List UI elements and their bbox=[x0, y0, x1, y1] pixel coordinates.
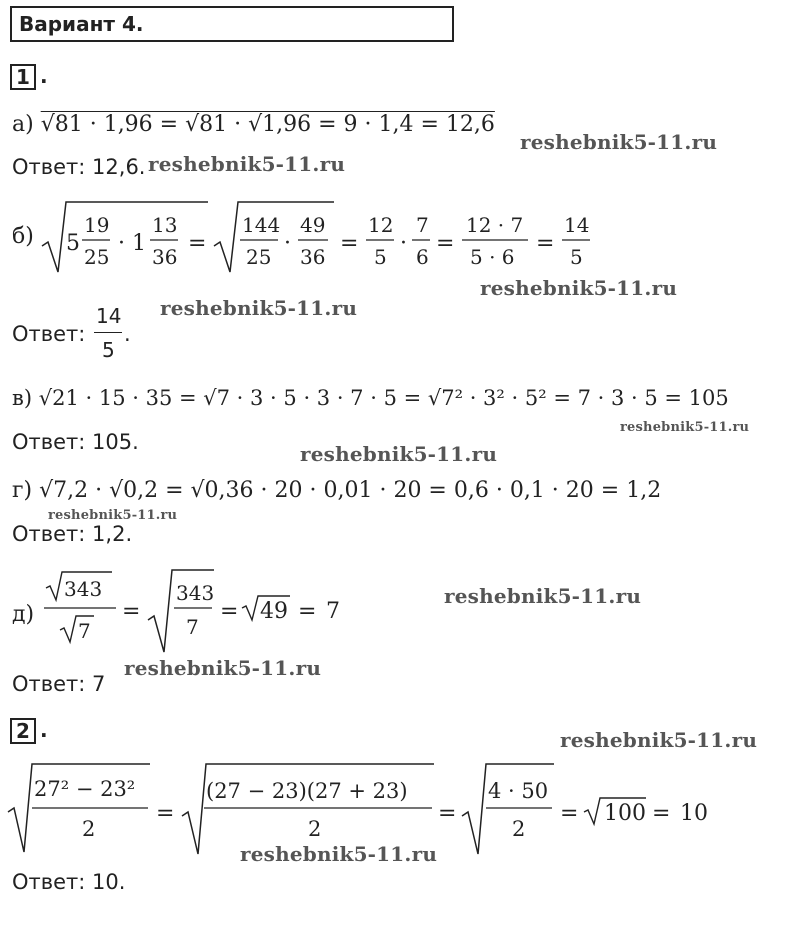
svg-text:4 · 50: 4 · 50 bbox=[488, 779, 549, 803]
problem-b-label: б) bbox=[12, 224, 34, 249]
svg-text:49: 49 bbox=[260, 599, 288, 624]
svg-text:=: = bbox=[438, 801, 457, 826]
problem-a-label: а) bbox=[12, 112, 34, 137]
problem-v bbox=[12, 386, 729, 410]
answer-b-denominator: 5 bbox=[102, 338, 115, 362]
svg-text:12 · 7: 12 · 7 bbox=[466, 213, 524, 237]
svg-text:2: 2 bbox=[308, 817, 322, 841]
answer-v: Ответ: 105. bbox=[12, 430, 139, 454]
watermark: reshebnik5-11.ru bbox=[560, 728, 758, 752]
svg-text:5: 5 bbox=[374, 245, 387, 269]
svg-text:=: = bbox=[560, 801, 579, 826]
task-number-1-dot: . bbox=[40, 64, 48, 88]
svg-text:343: 343 bbox=[176, 581, 215, 605]
svg-text:144: 144 bbox=[242, 213, 281, 237]
problem-b-expression bbox=[38, 198, 608, 278]
task-number-2 bbox=[10, 718, 36, 744]
svg-text:5: 5 bbox=[66, 231, 80, 256]
svg-text:·: · bbox=[118, 231, 125, 256]
svg-text:13: 13 bbox=[152, 213, 178, 237]
problem-v-expression: √21 · 15 · 35 = √7 · 3 · 5 · 3 · 7 · 5 = √7² · 3² · 5² = 7 · 3 · 5 = 105 bbox=[38, 386, 729, 410]
svg-text:7: 7 bbox=[416, 213, 429, 237]
svg-text:=: = bbox=[188, 231, 207, 256]
task-number-1 bbox=[10, 64, 36, 90]
svg-text:36: 36 bbox=[152, 245, 178, 269]
watermark: reshebnik5-11.ru bbox=[520, 130, 718, 154]
svg-text:10: 10 bbox=[680, 801, 708, 826]
variant-title-box bbox=[10, 6, 454, 42]
svg-text:7: 7 bbox=[326, 599, 340, 624]
svg-text:7: 7 bbox=[78, 619, 91, 643]
svg-text:2: 2 bbox=[512, 817, 526, 841]
svg-text:343: 343 bbox=[64, 577, 103, 601]
svg-text:19: 19 bbox=[84, 213, 110, 237]
svg-text:12: 12 bbox=[368, 213, 394, 237]
svg-text:14: 14 bbox=[564, 213, 590, 237]
svg-text:7: 7 bbox=[186, 615, 199, 639]
watermark: reshebnik5-11.ru bbox=[480, 276, 678, 300]
svg-text:=: = bbox=[156, 801, 175, 826]
svg-text:100: 100 bbox=[604, 801, 646, 826]
answer-b-suffix: . bbox=[124, 322, 131, 346]
svg-text:=: = bbox=[536, 231, 555, 256]
problem-d-expression bbox=[44, 566, 354, 656]
problem-g bbox=[12, 478, 661, 503]
svg-text:2: 2 bbox=[82, 817, 96, 841]
svg-text:=: = bbox=[298, 599, 317, 624]
svg-text:=: = bbox=[652, 801, 671, 826]
watermark: reshebnik5-11.ru bbox=[620, 420, 750, 435]
watermark: reshebnik5-11.ru bbox=[160, 296, 358, 320]
watermark: reshebnik5-11.ru bbox=[444, 584, 642, 608]
svg-text:49: 49 bbox=[300, 213, 326, 237]
answer-b-prefix: Ответ: bbox=[12, 322, 86, 346]
problem-a-expression: √81 · 1,96 = √81 · √1,96 = 9 · 1,4 = 12,6 bbox=[40, 112, 495, 137]
problem-g-label: г) bbox=[12, 478, 33, 503]
variant-title: Вариант 4. bbox=[19, 12, 144, 36]
svg-text:27² − 23²: 27² − 23² bbox=[34, 777, 136, 801]
problem-v-label: в) bbox=[12, 386, 33, 410]
watermark: reshebnik5-11.ru bbox=[300, 442, 498, 466]
svg-text:36: 36 bbox=[300, 245, 326, 269]
task-number-2-dot: . bbox=[40, 718, 48, 742]
svg-text:5: 5 bbox=[570, 245, 583, 269]
answer-g: Ответ: 1,2. bbox=[12, 522, 133, 546]
svg-text:=: = bbox=[122, 599, 141, 624]
watermark: reshebnik5-11.ru bbox=[148, 152, 346, 176]
answer-a: Ответ: 12,6. bbox=[12, 155, 146, 179]
watermark: reshebnik5-11.ru bbox=[240, 842, 438, 866]
answer-d: Ответ: 7 bbox=[12, 672, 106, 696]
problem-d-label: д) bbox=[12, 602, 35, 627]
svg-text:5 · 6: 5 · 6 bbox=[470, 245, 515, 269]
svg-text:(27 − 23)(27 + 23): (27 − 23)(27 + 23) bbox=[206, 779, 408, 803]
answer-b bbox=[12, 322, 85, 346]
task-number-1-text: 1 bbox=[16, 65, 30, 89]
svg-text:=: = bbox=[340, 231, 359, 256]
svg-text:=: = bbox=[220, 599, 239, 624]
svg-text:25: 25 bbox=[246, 245, 272, 269]
answer-b-numerator: 14 bbox=[96, 304, 122, 328]
watermark: reshebnik5-11.ru bbox=[48, 508, 178, 523]
svg-text:·: · bbox=[284, 231, 291, 256]
svg-text:·: · bbox=[400, 231, 407, 256]
watermark: reshebnik5-11.ru bbox=[124, 656, 322, 680]
svg-text:=: = bbox=[436, 231, 455, 256]
task-number-2-text: 2 bbox=[16, 719, 30, 743]
problem-a bbox=[12, 112, 495, 137]
problem-g-expression: √7,2 · √0,2 = √0,36 · 20 · 0,01 · 20 = 0,6 · 0,1 · 20 = 1,2 bbox=[39, 478, 662, 503]
svg-text:1: 1 bbox=[132, 231, 146, 256]
svg-text:6: 6 bbox=[416, 245, 429, 269]
answer-task-2: Ответ: 10. bbox=[12, 870, 126, 894]
answer-b-fraction-bar bbox=[94, 332, 122, 333]
svg-text:25: 25 bbox=[84, 245, 110, 269]
